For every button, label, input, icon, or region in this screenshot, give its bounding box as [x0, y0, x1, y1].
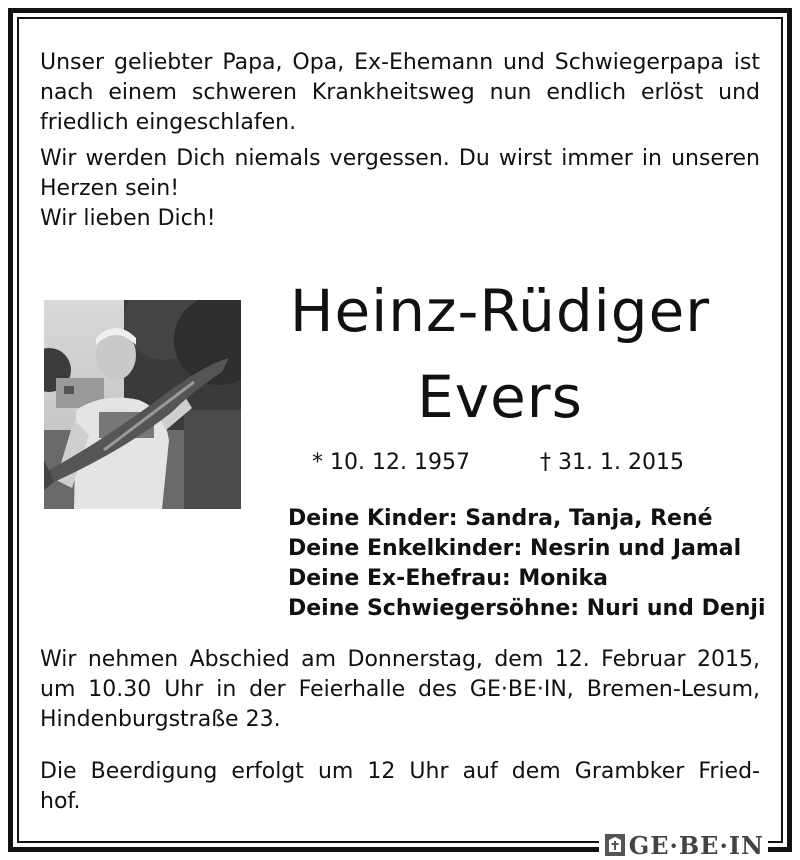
portrait-photo	[44, 300, 241, 509]
intro-line: nach einem schweren Krankheitsweg nun endlich erlöst und	[40, 80, 760, 105]
intro-line: friedlich eingeschlafen.	[40, 110, 297, 135]
ge-be-in-logo-icon	[605, 834, 625, 856]
deceased-last-name: Evers	[417, 363, 583, 431]
burial-line: Die Beerdigung erfolgt um 12 Uhr auf dem Grambker Fried-	[40, 759, 760, 784]
family-line-grandchildren: Deine Enkelkinder: Nesrin und Jamal	[288, 536, 742, 561]
logo-text: GE·BE·IN	[628, 830, 764, 860]
family-line-ex-wife: Deine Ex-Ehefrau: Monika	[288, 566, 608, 591]
burial-line: hof.	[40, 789, 81, 814]
intro-line: Wir werden Dich niemals vergessen. Du wirst immer in unseren	[40, 146, 760, 171]
intro-line: Wir lieben Dich!	[40, 206, 216, 231]
farewell-line: Hindenburgstraße 23.	[40, 707, 281, 732]
birth-date: * 10. 12. 1957	[312, 450, 470, 475]
funeral-home-logo	[599, 832, 768, 858]
family-line-sons-in-law: Deine Schwiegersöhne: Nuri und Denji	[288, 596, 766, 621]
farewell-line: um 10.30 Uhr in der Feierhalle des GE·BE·IN, Bremen-Lesum,	[40, 677, 760, 702]
deceased-first-name: Heinz-Rüdiger	[289, 277, 711, 345]
intro-line: Herzen sein!	[40, 176, 180, 201]
intro-line: Unser geliebter Papa, Opa, Ex-Ehemann und Schwiegerpapa ist	[40, 50, 760, 75]
burial-text	[40, 757, 760, 817]
intro-text	[40, 48, 760, 234]
farewell-line: Wir nehmen Abschied am Donnerstag, dem 12. Februar 2015,	[40, 647, 760, 672]
family-list	[288, 504, 766, 624]
farewell-text	[40, 645, 760, 735]
family-line-children: Deine Kinder: Sandra, Tanja, René	[288, 506, 713, 531]
death-date: † 31. 1. 2015	[540, 450, 684, 475]
